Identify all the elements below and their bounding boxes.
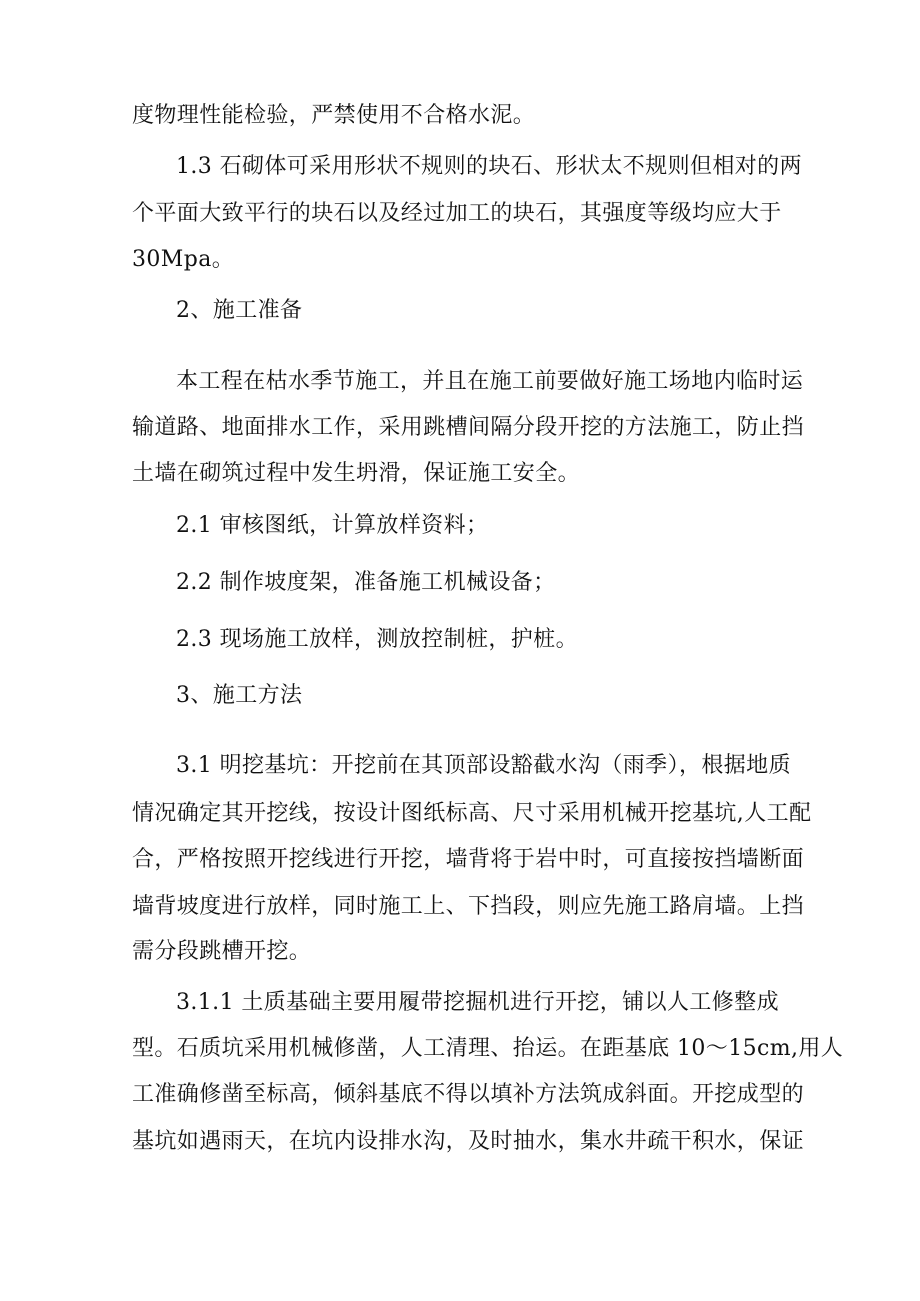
paragraph-line: 3.1.1 土质基础主要用履带挖掘机进行开挖，铺以人工修整成 [176,990,779,1015]
section-heading: 3、施工方法 [176,683,303,708]
paragraph-line: 1.3 石砌体可采用形状不规则的块石、形状太不规则但相对的两 [176,154,802,179]
paragraph-line: 土墙在砌筑过程中发生坍滑，保证施工安全。 [132,461,581,486]
paragraph-line: 个平面大致平行的块石以及经过加工的块石，其强度等级均应大于 [132,201,782,226]
paragraph-line: 合，严格按照开挖线进行开挖，墙背将于岩中时，可直接按挡墙断面 [132,847,805,872]
paragraph-line: 输道路、地面排水工作，采用跳槽间隔分段开挖的方法施工，防止挡 [132,415,805,440]
paragraph-line: 工准确修凿至标高，倾斜基底不得以填补方法筑成斜面。开挖成型的 [132,1082,805,1107]
paragraph-line: 30Mpa。 [132,247,235,272]
paragraph-line: 需分段跳槽开挖。 [132,939,312,964]
paragraph-line: 度物理性能检验，严禁使用不合格水泥。 [132,103,536,128]
paragraph-line: 本工程在枯水季节施工，并且在施工前要做好施工场地内临时运 [176,369,804,394]
section-heading: 2、施工准备 [176,298,303,323]
paragraph-line: 情况确定其开挖线，按设计图纸标高、尺寸采用机械开挖基坑,人工配 [132,801,812,826]
list-item: 2.2 制作坡度架，准备施工机械设备； [176,570,556,595]
list-item: 2.3 现场施工放样，测放控制桩，护桩。 [176,627,578,652]
paragraph-line: 3.1 明挖基坑：开挖前在其顶部设豁截水沟（雨季），根据地质 [176,753,791,778]
list-item: 2.1 审核图纸，计算放样资料； [176,513,489,538]
paragraph-line: 基坑如遇雨天，在坑内设排水沟，及时抽水，集水井疏干积水，保证 [132,1129,805,1154]
paragraph-line: 墙背坡度进行放样，同时施工上、下挡段，则应先施工路肩墙。上挡 [132,894,805,919]
paragraph-line: 型。石质坑采用机械修凿，人工清理、抬运。在距基底 10～15cm,用人 [132,1036,844,1061]
